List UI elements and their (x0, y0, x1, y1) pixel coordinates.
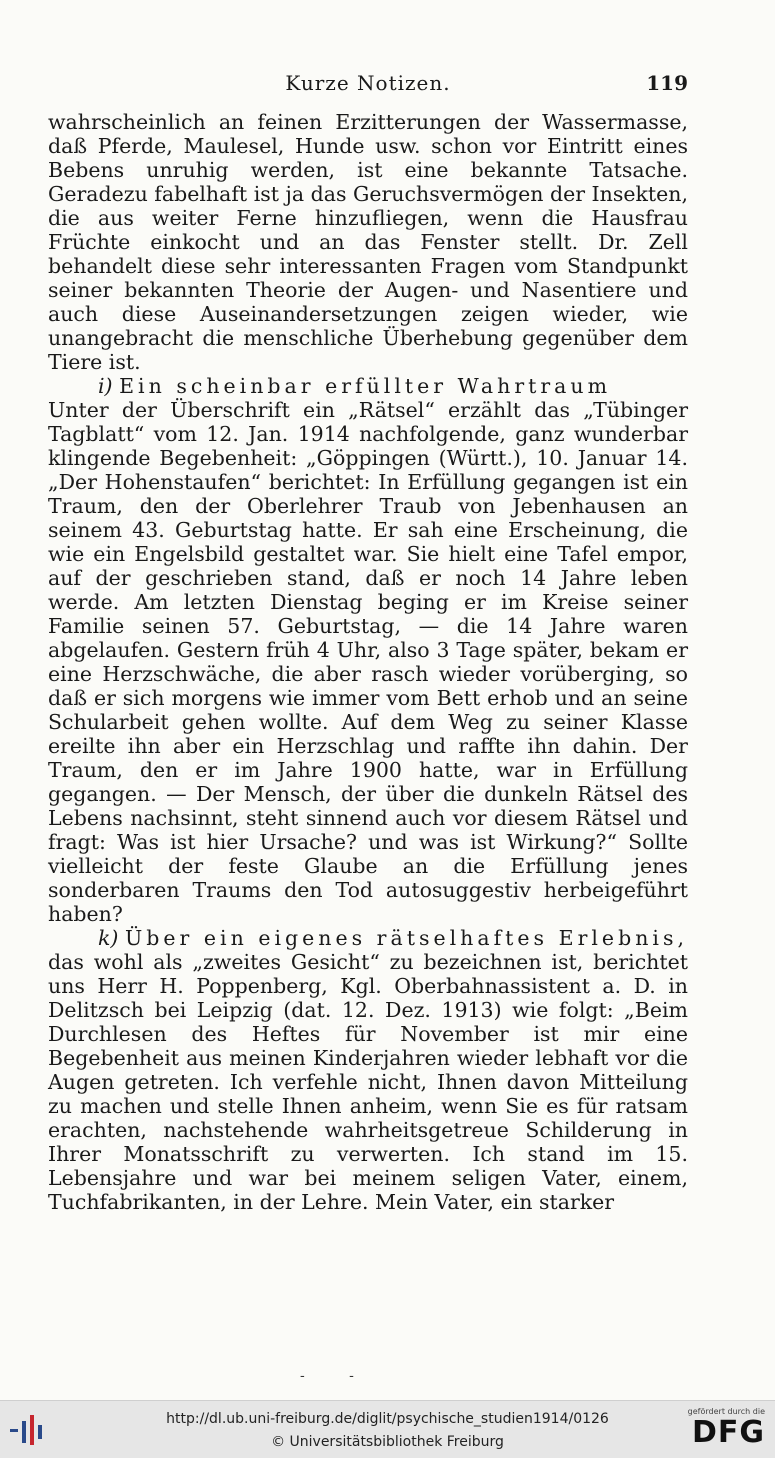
section-k-marker: k) (98, 926, 119, 950)
section-k-heading: Über ein eigenes rätselhaftes Erlebnis, (124, 926, 688, 950)
source-url-link[interactable]: http://dl.ub.uni-freiburg.de/diglit/psychische_studien1914/0126 (166, 1411, 609, 1427)
section-k (48, 926, 688, 1214)
page-number: 119 (646, 71, 688, 95)
dfg-caption: gefördert durch die (687, 1407, 765, 1416)
section-k-text: das wohl als „zweites Gesicht“ zu bezeichnen ist, berichtet uns Herr H. Poppenberg, Kgl. Oberbahnassistent a. D. in Delitzsch bei Leipzig (dat. 12. Dez. 1913) wie folgt: „Beim Durchlesen des Heftes für November ist mir eine Begebenheit aus meinen Kinderjahren wieder lebhaft vor die Augen getreten. Ich verfehle nicht, Ihnen davon Mitteilung zu machen und stelle Ihnen anheim, wenn Sie es für ratsam erachten, nachstehende wahrheitsgetreue Schilderung in Ihrer Monatsschrift zu verwerten. Ich stand im 15. Lebensjahre und war bei meinem seligen Vater, einem, Tuchfabrikanten, in der Lehre. Mein Vater, ein starker (48, 950, 688, 1214)
section-i-text: Unter der Überschrift ein „Rätsel“ erzählt das „Tübinger Tagblatt“ vom 12. Jan. 1914 nachfolgende, ganz wunderbar klingende Begebenheit: „Göppingen (Württ.), 10. Januar 14. „Der Hohenstaufen“ berichtet: In Erfüllung gegangen ist ein Traum, den der Oberlehrer Traub von Jebenhausen an seinem 43. Geburtstag hatte. Er sah eine Erscheinung, die wie ein Engelsbild gestaltet war. Sie hielt eine Tafel empor, auf der geschrieben stand, daß er noch 14 Jahre leben werde. Am letzten Dienstag beging er im Kreise seiner Familie seinen 57. Geburtstag, — die 14 Jahre waren abgelaufen. Gestern früh 4 Uhr, also 3 Tage später, bekam er eine Herzschwäche, die aber rasch wieder vorüberging, so daß er sich morgens wie immer vom Bett erhob und an seine Schularbeit gehen wollte. Auf dem Weg zu seiner Klasse ereilte ihn aber ein Herzschlag und raffte ihn dahin. Der Traum, den er im Jahre 1900 hatte, war in Erfüllung gegangen. — Der Mensch, der über die dunkeln Rätsel des Lebens nachsinnt, steht sinnend auch vor diesem Rätsel und fragt: Was ist hier Ursache? und was ist Wirkung?“ Sollte vielleicht der feste Glaube an die Erfüllung jenes sonderbaren Traums den Tod autosuggestiv herbeigeführt haben? (48, 398, 688, 926)
body-text (48, 110, 688, 1214)
running-title: Kurze Notizen. (285, 71, 451, 95)
dfg-logo-text: DFG (691, 1415, 765, 1450)
page-margin-marks: - - (300, 1368, 374, 1384)
library-footer (0, 1400, 775, 1458)
section-i-heading: Ein scheinbar erfüllter Wahrtraum (119, 374, 612, 398)
paragraph-continuation: wahrscheinlich an feinen Erzitterungen der Wassermasse, daß Pferde, Maulesel, Hunde usw. schon vor Eintritt eines Bebens unruhig werden, ist eine bekannte Tatsache. Geradezu fabelhaft ist ja das Geruchsvermögen der Insekten, die aus weiter Ferne hinzufliegen, wenn die Hausfrau Früchte einkocht und an das Fenster stellt. Dr. Zell behandelt diese sehr interessanten Fragen vom Standpunkt seiner bekannten Theorie der Augen- und Nasentiere und auch diese Auseinandersetzungen zeigen wieder, wie unangebracht die menschliche Überhebung gegenüber dem Tiere ist. (48, 110, 689, 374)
section-i (48, 374, 688, 926)
dfg-logo (680, 1407, 765, 1453)
section-i-marker: i) (98, 374, 113, 398)
page-header (48, 68, 688, 98)
copyright-notice: © Universitätsbibliothek Freiburg (271, 1434, 504, 1450)
